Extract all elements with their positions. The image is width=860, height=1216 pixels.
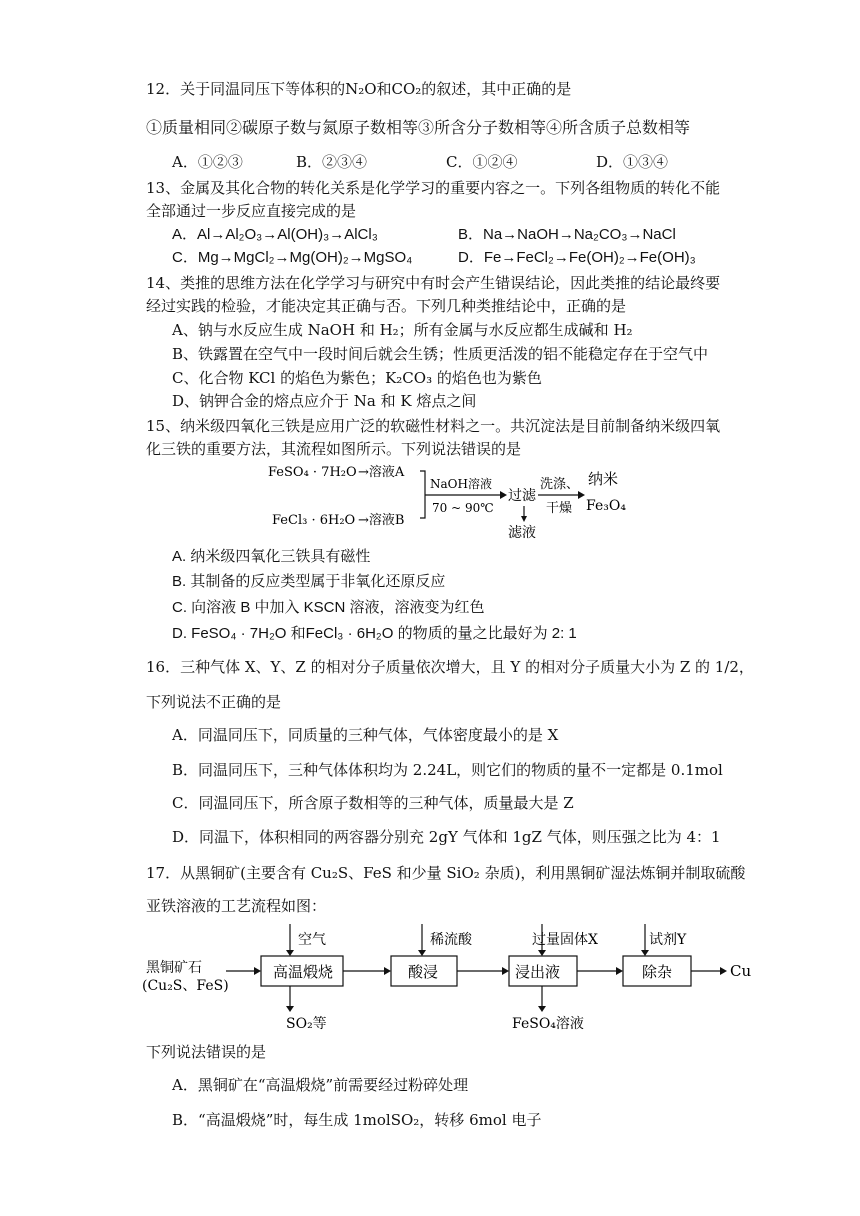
q17-stem-line1: 17．从黑铜矿(主要含有 Cu₂S、FeS 和少量 SiO₂ 杂质)，利用黑铜矿湿法炼铜并制取硫酸 xyxy=(146,864,746,882)
q12-option-a: A．①②③ xyxy=(172,153,243,171)
q13-stem-line1: 13、金属及其化合物的转化关系是化学学习的重要内容之一。下列各组物质的转化不能 xyxy=(146,179,721,197)
solution-a-label: →溶液A xyxy=(358,465,405,480)
q12-stem: 12．关于同温同压下等体积的N₂O和CO₂的叙述，其中正确的是 xyxy=(146,80,572,98)
solid-x-arrowhead xyxy=(538,950,546,956)
q12-option-c: C．①②④ xyxy=(446,153,518,171)
q13-option-a: A．Al→Al₂O₃→Al(OH)₃→AlCl₃ xyxy=(172,226,378,243)
q14-stem-line2: 经过实践的检验，才能决定其正确与否。下列几种类推结论中，正确的是 xyxy=(146,297,627,315)
air-label: 空气 xyxy=(298,932,326,948)
acid-label: 稀流酸 xyxy=(430,932,472,948)
ore-arrowhead xyxy=(254,967,261,975)
q13-option-b: B．Na→NaOH→Na₂CO₃→NaCl xyxy=(458,226,676,243)
q15-stem-line1: 15、纳米级四氧化三铁是应用广泛的软磁性材料之一。共沉淀法是目前制备纳米级四氧 xyxy=(146,417,721,435)
acid-arrowhead xyxy=(418,950,426,956)
naoh-label: NaOH溶液 xyxy=(430,477,492,491)
q14-option-d: D、钠钾合金的熔点应介于 Na 和 K 熔点之间 xyxy=(172,392,477,410)
wash-arrowhead xyxy=(578,491,585,499)
q16-option-b: B．同温同压下，三种气体体积均为 2.24L，则它们的物质的量不一定都是 0.1mol xyxy=(172,761,723,779)
mix-arrowhead xyxy=(500,491,507,499)
q14-option-b: B、铁露置在空气中一段时间后就会生锈；性质更活泼的铝不能稳定存在于空气中 xyxy=(172,345,709,363)
filtrate-label: 滤液 xyxy=(508,525,536,541)
q17-option-b: B．“高温煅烧”时，每生成 1molSO₂，转移 6mol 电子 xyxy=(172,1111,542,1129)
q15-stem-line2: 化三铁的重要方法，其流程如图所示。下列说法错误的是 xyxy=(146,440,522,458)
q14-stem-line1: 14、类推的思维方法在化学学习与研究中有时会产生错误结论，因此类推的结论最终要 xyxy=(146,274,721,292)
q13-stem-line2: 全部通过一步反应直接完成的是 xyxy=(146,202,357,220)
feso4-label: FeSO₄ · 7H₂O xyxy=(268,465,357,480)
q15-option-a: A. 纳米级四氧化三铁具有磁性 xyxy=(172,548,371,565)
fe3o4-label: Fe₃O₄ xyxy=(586,498,626,514)
cu-label: Cu xyxy=(730,962,752,980)
q17-option-a: A．黑铜矿在“高温煅烧”前需要经过粉碎处理 xyxy=(172,1076,469,1094)
q16-option-c: C．同温同压下，所含原子数相等的三种气体，质量最大是 Z xyxy=(172,794,574,812)
q16-stem-line2: 下列说法不正确的是 xyxy=(146,693,282,711)
q15-option-d: D. FeSO₄ · 7H₂O 和FeCl₃ · 6H₂O 的物质的量之比最好为 2: 1 xyxy=(172,625,577,642)
bracket-line xyxy=(420,471,425,518)
q14-option-c: C、化合物 KCl 的焰色为紫色；K₂CO₃ 的焰色也为紫色 xyxy=(172,369,542,387)
roasting-label: 高温煅烧 xyxy=(273,963,334,981)
solution-b-label: →溶液B xyxy=(358,513,405,528)
nano-label: 纳米 xyxy=(588,470,619,488)
q16-stem-line1: 16．三种气体 X、Y、Z 的相对分子质量依次增大，且 Y 的相对分子质量大小为 Z 的 1/2， xyxy=(146,658,754,676)
q14-option-a: A、钠与水反应生成 NaOH 和 H₂；所有金属与水反应都生成碱和 H₂ xyxy=(172,321,633,339)
reagent-y-arrowhead xyxy=(641,950,649,956)
filtrate-arrowhead xyxy=(521,516,527,522)
fecl3-label: FeCl₃ · 6H₂O xyxy=(272,513,356,528)
q17-stem-line2: 亚铁溶液的工艺流程如图： xyxy=(146,897,327,915)
reagent-y-label: 试剂Y xyxy=(649,932,687,948)
filter-label: 过滤 xyxy=(508,488,536,504)
q13-option-d: D．Fe→FeCl₂→Fe(OH)₂→Fe(OH)₃ xyxy=(458,249,696,266)
q13-option-c: C．Mg→MgCl₂→Mg(OH)₂→MgSO₄ xyxy=(172,249,413,266)
temp-label: 70 ~ 90℃ xyxy=(432,501,494,515)
q15-option-c: C. 向溶液 B 中加入 KSCN 溶液，溶液变为红色 xyxy=(172,599,485,616)
so2-label: SO₂等 xyxy=(286,1016,327,1032)
leach-to-purify-arrowhead xyxy=(616,967,623,975)
leachate-label: 浸出液 xyxy=(515,963,561,981)
purify-label: 除杂 xyxy=(642,963,673,981)
ore-label-line2: (Cu₂S、FeS) xyxy=(142,978,229,994)
q12-option-b: B．②③④ xyxy=(296,153,368,171)
acid-to-leach-arrowhead xyxy=(502,967,509,975)
acid-leach-label: 酸浸 xyxy=(408,963,439,981)
purify-to-cu-arrowhead xyxy=(720,967,727,975)
ore-label-line1: 黑铜矿石 xyxy=(146,960,202,976)
so2-arrowhead xyxy=(286,1006,294,1012)
air-arrowhead xyxy=(286,950,294,956)
feso4-solution-label: FeSO₄溶液 xyxy=(512,1016,584,1032)
q17-after-text: 下列说法错误的是 xyxy=(146,1043,267,1061)
q15-flow-diagram xyxy=(262,458,662,544)
feso4-arrowhead xyxy=(538,1006,546,1012)
q12-option-d: D．①③④ xyxy=(596,153,669,171)
q17-flow-diagram xyxy=(140,918,760,1036)
wash-label: 洗涤、 xyxy=(540,477,580,492)
q15-option-b: B. 其制备的反应类型属于非氧化还原反应 xyxy=(172,573,446,590)
roast-to-acid-arrowhead xyxy=(384,967,391,975)
q16-option-d: D．同温下，体积相同的两容器分别充 2gY 气体和 1gZ 气体，则压强之比为 4：1 xyxy=(172,828,721,846)
q12-statements: ①质量相同②碳原子数与氮原子数相等③所含分子数相等④所含质子总数相等 xyxy=(146,118,691,137)
q16-option-a: A．同温同压下，同质量的三种气体，气体密度最小的是 X xyxy=(172,726,559,744)
dry-label: 干燥 xyxy=(546,501,573,516)
solid-x-label: 过量固体X xyxy=(532,932,598,948)
